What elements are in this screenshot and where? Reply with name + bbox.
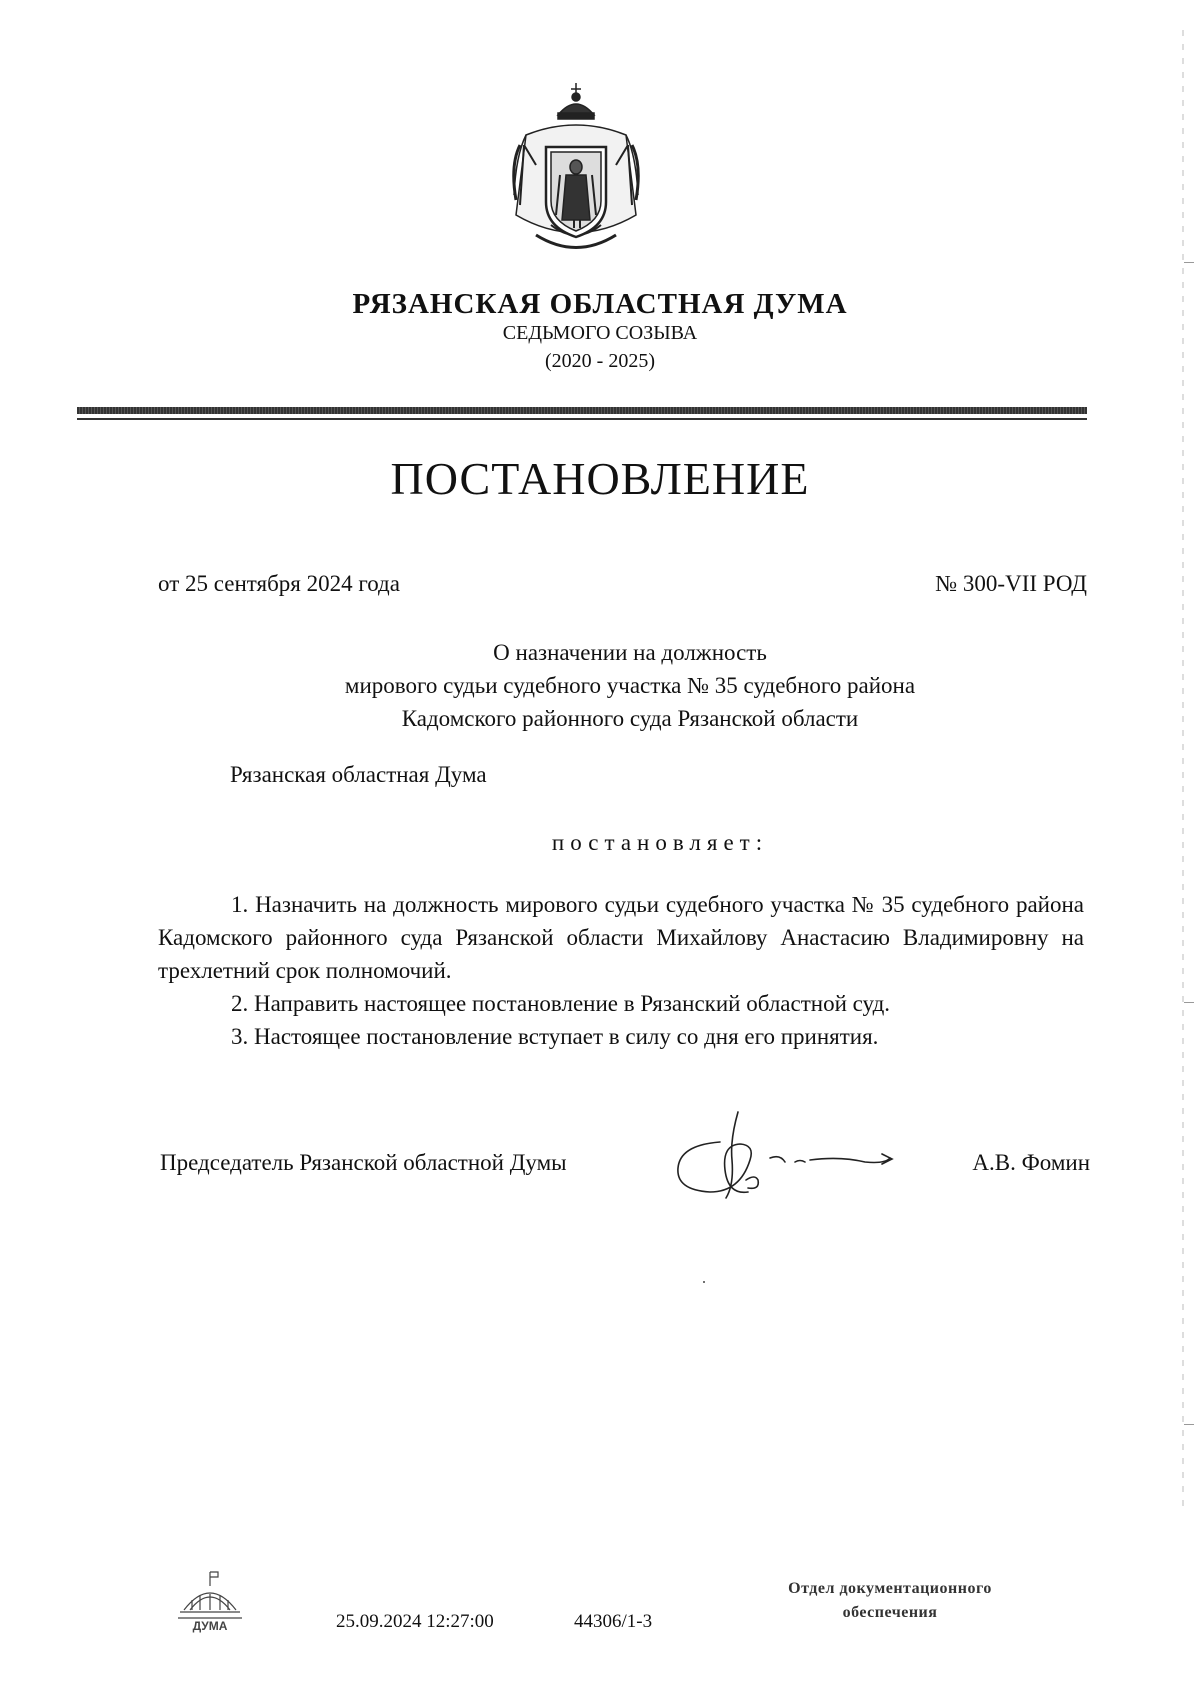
document-subject xyxy=(200,636,1060,735)
resolution-item: 3. Настоящее постановление вступает в силу со дня его принятия. xyxy=(231,1024,879,1049)
duma-logo-text: ДУМА xyxy=(192,1619,228,1633)
ryazan-coat-of-arms-icon xyxy=(496,75,656,260)
scan-artifact xyxy=(703,1281,705,1283)
scan-edge-tick xyxy=(1184,1002,1194,1003)
signer-name: А.В. Фомин xyxy=(972,1150,1090,1175)
resolution-item: 1. Назначить на должность мирового судьи судебного участка № 35 судебного района Кадомского районного суда Рязанской области Михайлову Анастасию Владимировну на трехлетний срок полномочий. xyxy=(158,892,1084,983)
registration-timestamp: 25.09.2024 12:27:00 xyxy=(336,1611,494,1632)
document-type: ПОСТАНОВЛЕНИЕ xyxy=(390,453,810,504)
convocation-label: СЕДЬМОГО СОЗЫВА xyxy=(502,322,698,344)
subject-line: мирового судьи судебного участка № 35 судебного района xyxy=(344,673,916,698)
document-number: № 300-VII РОД xyxy=(935,571,1087,596)
document-date: от 25 сентября 2024 года xyxy=(158,571,400,596)
convocation-years: (2020 - 2025) xyxy=(545,350,655,372)
stamp-line: Отдел документационного xyxy=(788,1580,992,1597)
stamp-line: обеспечения xyxy=(842,1604,938,1621)
handwritten-signature xyxy=(670,1100,930,1210)
signer-role: Председатель Рязанской областной Думы xyxy=(160,1150,567,1175)
department-stamp xyxy=(740,1577,1040,1625)
duma-logo-icon xyxy=(170,1566,250,1636)
subject-line: О назначении на должность xyxy=(493,640,767,665)
header-divider-thin xyxy=(77,418,1087,420)
header-divider xyxy=(77,407,1087,414)
subject-line: Кадомского районного суда Рязанской области xyxy=(401,706,859,731)
registration-number: 44306/1-3 xyxy=(574,1611,653,1632)
resolution-items xyxy=(158,888,1084,1053)
organization-title: РЯЗАНСКАЯ ОБЛАСТНАЯ ДУМА xyxy=(352,288,848,320)
issuer-name: Рязанская областная Дума xyxy=(230,762,487,787)
scan-edge-marks xyxy=(1182,30,1184,1510)
scan-edge-tick xyxy=(1184,1424,1194,1425)
scan-edge-tick xyxy=(1184,262,1194,263)
resolution-item: 2. Направить настоящее постановление в Рязанский областной суд. xyxy=(231,991,891,1016)
resolves-label: постановляет: xyxy=(551,830,769,855)
